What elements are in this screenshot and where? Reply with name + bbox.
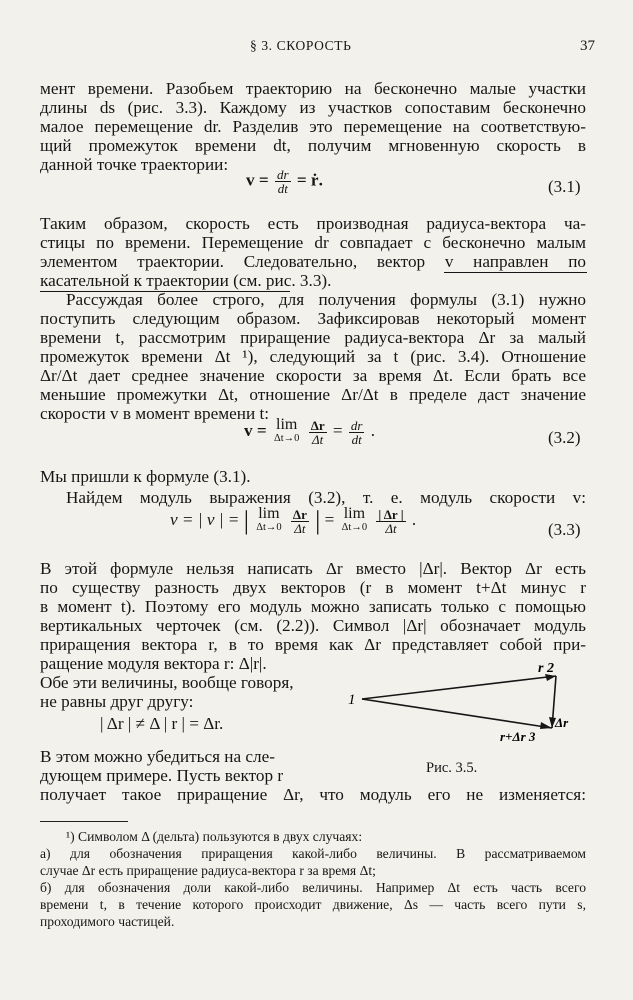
underline-mark (444, 272, 587, 273)
figure-3-5 (340, 655, 580, 755)
equation-3-1 (246, 168, 323, 195)
eq-limit (274, 418, 299, 446)
text-line: Δr/Δt дает среднее значение скорости за время Δt. Если брать все (40, 366, 586, 385)
lim-word: lim (276, 416, 298, 433)
text-line: мент времени. Разобьем траекторию на бесконечно малые участки (40, 79, 586, 98)
eq-lhs: v = (246, 170, 269, 190)
text-line: длины ds (рис. 3.3). Каждому из участков сопоставим бесконечно (40, 98, 586, 117)
frac-num: dr (350, 417, 363, 433)
footnote-line: б) для обозначения доли какой-либо величины. Например Δt есть часть всего (40, 880, 586, 895)
frac-den: dt (351, 431, 362, 447)
footnote-line: проходимого частицей. (40, 914, 175, 929)
text-line: не равны друг другу: (40, 692, 194, 711)
delta-r-label: Δr (555, 715, 569, 730)
eq-end: . (411, 509, 417, 529)
lim-word: lim (258, 505, 280, 522)
text-line: Таким образом, скорость есть производная радиуса-вектора ча- (40, 214, 586, 233)
text-line: вертикальных черточек (см. (2.2)). Символ |Δr| обозначает модуль (40, 616, 586, 635)
eq-limit (256, 507, 281, 535)
eq-fraction (349, 419, 365, 446)
text-line: малое перемещение dr. Разделив это перемещение на соответствую- (40, 117, 586, 136)
text-line: времени t, рассмотрим приращение радиуса-вектора Δr за малый (40, 328, 586, 347)
equation-3-2 (244, 418, 375, 446)
text-line: элементом траектории. Следовательно, вектор v направлен по (40, 252, 586, 271)
frac-den: Δt (312, 431, 324, 447)
frac-den: dt (277, 181, 288, 196)
lim-sub: Δt→0 (273, 433, 300, 444)
eq-limit (342, 507, 367, 535)
equation-number: (3.1) (548, 177, 581, 196)
text-line: Рассуждая более строго, для получения формулы (3.1) нужно (66, 290, 586, 309)
eq-lhs: v = (244, 420, 267, 440)
eq-lhs: v = | v | = (170, 509, 240, 529)
text-line: касательной к траектории (см. рис. 3.3). (40, 271, 332, 290)
text-line: ращение модуля вектора r: Δ|r|. (40, 654, 267, 673)
inequality: | Δr | ≠ Δ | r | = Δr. (100, 714, 224, 733)
eq-equals: = (324, 509, 335, 529)
frac-num: | Δr | (378, 506, 404, 522)
text-line: меньшие промежутки Δt, отношение Δr/Δt в пределе даст значение (40, 385, 586, 404)
page-header (40, 38, 595, 60)
eq-equals: = (332, 420, 343, 440)
text-line: В этой формуле нельзя написать Δr вместо |Δr|. Вектор Δr есть (40, 559, 586, 578)
text-line: дующем примере. Пусть вектор r (40, 766, 284, 785)
frac-den: Δt (294, 520, 306, 536)
point-1-label: 1 (348, 692, 356, 708)
text-line: получает такое приращение Δr, что модуль его не изменяется: (40, 785, 586, 804)
lim-sub: Δt→0 (256, 522, 282, 533)
text-line: Обе эти величины, вообще говоря, (40, 673, 294, 692)
equation-number: (3.2) (548, 428, 581, 447)
footnote-line: времени t, в течение которого происходит движение, Δs — часть всего пути s, (40, 897, 586, 912)
eq-rhs: = ṙ. (296, 170, 323, 190)
eq-fraction (291, 508, 309, 535)
figure-caption: Рис. 3.5. (426, 760, 478, 776)
eq-end: . (370, 420, 376, 440)
equation-number: (3.3) (548, 520, 581, 539)
text-line: Найдем модуль выражения (3.2), т. е. модуль скорости v: (66, 488, 586, 507)
vector-r-plus-dr (362, 699, 552, 728)
frac-num: dr (276, 167, 289, 182)
text-line: щий промежуток времени dt, получим мгновенную скорость в (40, 136, 586, 155)
vector-r (362, 676, 556, 699)
eq-fraction (309, 419, 327, 446)
footnote-line: ¹) Символом Δ (дельта) пользуются в двух случаях: (66, 829, 363, 844)
page-number: 37 (580, 38, 595, 54)
point-3-label: r+Δr 3 (500, 729, 536, 744)
text-line: в момент t). Поэтому его модуль можно записать только с помощью (40, 597, 586, 616)
equation-3-3 (170, 506, 416, 536)
text-line: поступить следующим образом. Зафиксировав некоторый момент (40, 309, 586, 328)
abs-bar: | (315, 506, 321, 535)
text-line: промежуток времени Δt ¹), следующий за t (рис. 3.4). Отношение (40, 347, 586, 366)
section-title: § 3. СКОРОСТЬ (250, 38, 352, 53)
text-line: стицы по времени. Перемещение dr совпадает с бесконечно малым (40, 233, 586, 252)
lim-sub: Δt→0 (341, 522, 368, 533)
abs-bar: | (243, 506, 249, 535)
text-line: приращения вектора r, в то время как Δr представляет собой при- (40, 635, 586, 654)
footnote-line: случае Δr есть приращение радиуса-вектора r за время Δt; (40, 863, 376, 878)
frac-num: Δr (292, 506, 307, 522)
footnote-divider (40, 821, 128, 822)
lim-word: lim (343, 505, 366, 522)
footnote-line: а) для обозначения приращения какой-либо величины. В рассматриваемом (40, 846, 586, 861)
arrowhead-r-plus-dr (540, 722, 552, 729)
frac-num: Δr (310, 417, 325, 433)
text-line: Мы пришли к формуле (3.1). (40, 467, 251, 486)
text-line: скорости v в момент времени t: (40, 404, 269, 423)
text-line: по существу разность двух векторов (r в момент t+Δt минус r (40, 578, 586, 597)
frac-den: Δt (385, 520, 397, 536)
text-line: В этом можно убедиться на сле- (40, 747, 275, 766)
text-line: данной точке траектории: (40, 155, 229, 174)
point-2-label: r 2 (538, 661, 554, 676)
eq-fraction (275, 168, 291, 195)
eq-fraction (376, 508, 405, 535)
